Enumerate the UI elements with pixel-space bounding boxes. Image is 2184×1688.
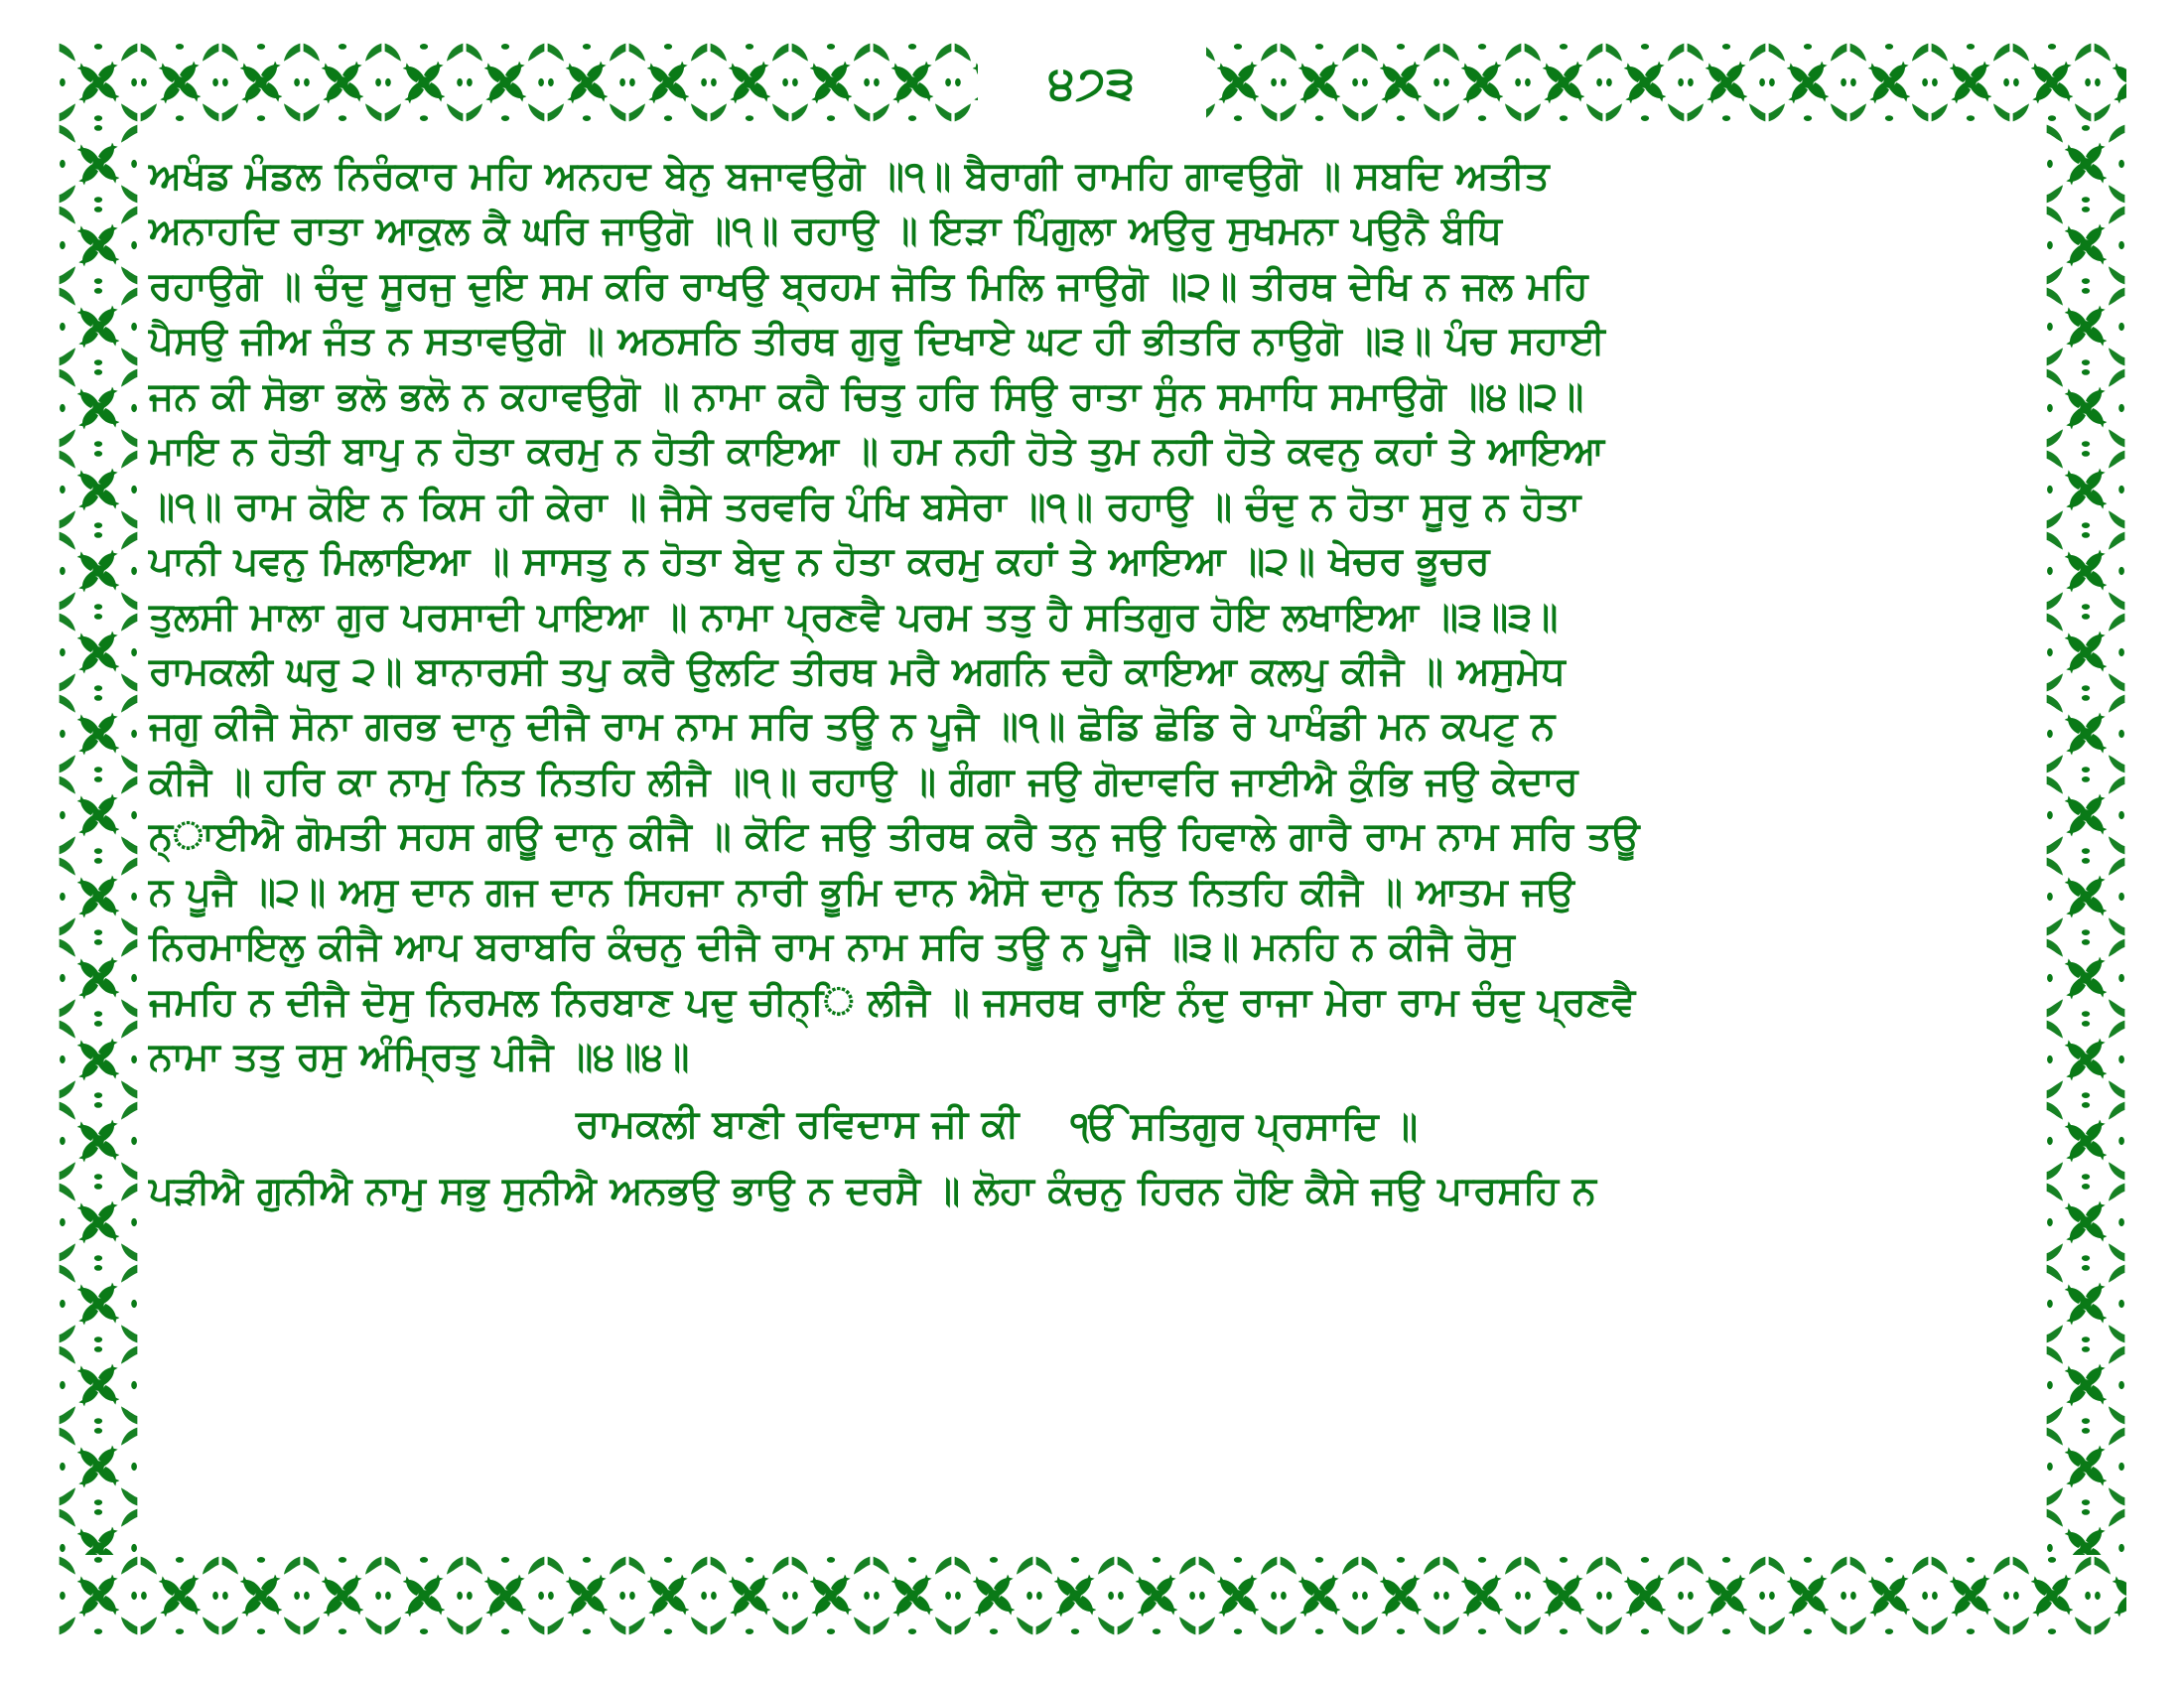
border-floret-icon bbox=[58, 1555, 139, 1636]
border-floret-icon bbox=[1686, 1555, 1767, 1636]
border-floret-icon bbox=[58, 856, 139, 937]
border-floret-icon bbox=[1279, 42, 1360, 123]
verse-line: ॥੧॥ ਰਾਮ ਕੋਇ ਨ ਕਿਸ ਹੀ ਕੇਰਾ ॥ ਜੈਸੇ ਤਰਵਰਿ ਪੰਖਿ ਬਸੇਰਾ ॥੧॥ ਰਹਾਉ ॥ ਚੰਦੁ ਨ ਹੋਤਾ ਸੂਰੁ ਨ ਹੋਤਾ bbox=[149, 484, 1581, 529]
border-floret-icon bbox=[1441, 1555, 1523, 1636]
border-floret-icon bbox=[58, 1019, 139, 1100]
border-floret-icon bbox=[953, 1555, 1034, 1636]
border-floret-icon bbox=[1441, 42, 1523, 123]
border-floret-icon bbox=[58, 1100, 139, 1182]
border-floret-icon bbox=[1848, 1555, 1930, 1636]
border-floret-icon bbox=[58, 774, 139, 856]
verse-line: ਨ੍ਾਈਐ ਗੋਮਤੀ ਸਹਸ ਗਊ ਦਾਨੁ ਕੀਜੈ ॥ ਕੋਟਿ ਜਉ ਤੀਰਥ ਕਰੈ ਤਨੁ ਜਉ ਹਿਵਾਲੇ ਗਾਰੈ ਰਾਮ ਨਾਮ ਸਰਿ ਤਊ bbox=[149, 814, 1640, 860]
border-floret-icon bbox=[1523, 42, 1604, 123]
border-floret-icon bbox=[2045, 1182, 2126, 1263]
border-floret-icon bbox=[2045, 449, 2126, 530]
border-floret-icon bbox=[58, 286, 139, 367]
border-floret-icon bbox=[58, 612, 139, 693]
border-floret-icon bbox=[58, 205, 139, 286]
border-floret-icon bbox=[1930, 42, 2011, 123]
verse-line: ਮਾਇ ਨ ਹੋਤੀ ਬਾਪੁ ਨ ਹੋਤਾ ਕਰਮੁ ਨ ਹੋਤੀ ਕਾਇਆ ॥ ਹਮ ਨਹੀ ਹੋਤੇ ਤੁਮ ਨਹੀ ਹੋਤੇ ਕਵਨੁ ਕਹਾਂ ਤੇ ਆਇਆ bbox=[149, 429, 1605, 475]
border-floret-icon bbox=[58, 693, 139, 774]
border-floret-icon bbox=[1767, 42, 1848, 123]
border-floret-icon bbox=[2045, 1263, 2126, 1344]
verse-line: ਅਨਾਹਦਿ ਰਾਤਾ ਆਕੁਲ ਕੈ ਘਰਿ ਜਾਉਗੋ ॥੧॥ ਰਹਾਉ ॥ ਇੜਾ ਪਿੰਗੁਲਾ ਅਉਰੁ ਸੁਖਮਨਾ ਪਉਨੈ ਬੰਧਿ bbox=[149, 209, 1503, 254]
border-floret-icon bbox=[58, 1426, 139, 1507]
border-floret-icon bbox=[1930, 1555, 2011, 1636]
border-floret-icon bbox=[2093, 42, 2126, 123]
verse-line: ਅਖੰਡ ਮੰਡਲ ਨਿਰੰਕਾਰ ਮਹਿ ਅਨਹਦ ਬੇਨੁ ਬਜਾਵਉਗੋ ॥੧॥ ਬੈਰਾਗੀ ਰਾਮਹਿ ਗਾਵਉਗੋ ॥ ਸਬਦਿ ਅਤੀਤ bbox=[149, 154, 1550, 199]
border-floret-icon bbox=[2045, 367, 2126, 449]
border-floret-icon bbox=[2045, 1344, 2126, 1426]
border-floret-icon bbox=[627, 1555, 709, 1636]
border-floret-icon bbox=[465, 1555, 546, 1636]
verse-line: ਜਗੁ ਕੀਜੈ ਸੋਨਾ ਗਰਭ ਦਾਨੁ ਦੀਜੈ ਰਾਮ ਨਾਮ ਸਰਿ ਤਊ ਨ ਪੂਜੈ ॥੧॥ ਛੋਡਿ ਛੋਡਿ ਰੇ ਪਾਖੰਡੀ ਮਨ ਕਪਟੁ ਨ bbox=[149, 704, 1556, 750]
border-floret-icon bbox=[790, 42, 872, 123]
border-floret-icon bbox=[2045, 1426, 2126, 1507]
verse-body bbox=[149, 149, 2040, 1219]
border-floret-icon bbox=[58, 937, 139, 1019]
border-floret-icon bbox=[220, 1555, 302, 1636]
border-floret-icon bbox=[627, 42, 709, 123]
verse-line: ਤੁਲਸੀ ਮਾਲਾ ਗੁਰ ਪਰਸਾਦੀ ਪਾਇਆ ॥ ਨਾਮਾ ਪ੍ਰਣਵੈ ਪਰਮ ਤਤੁ ਹੈ ਸਤਿਗੁਰ ਹੋਇ ਲਖਾਇਆ ॥੩॥੩॥ bbox=[149, 594, 1559, 639]
border-floret-icon bbox=[139, 42, 220, 123]
mool-mantar: ੴ ਸਤਿਗੁਰ ਪ੍ਰਸਾਦਿ ॥ bbox=[1070, 1104, 1419, 1150]
border-floret-icon bbox=[220, 42, 302, 123]
border-floret-icon bbox=[2045, 937, 2126, 1019]
verse-line: ਰਹਾਉਗੋ ॥ ਚੰਦੁ ਸੂਰਜੁ ਦੁਇ ਸਮ ਕਰਿ ਰਾਖਉ ਬ੍ਰਹਮ ਜੋਤਿ ਮਿਲਿ ਜਾਉਗੋ ॥੨॥ ਤੀਰਥ ਦੇਖਿ ਨ ਜਲ ਮਹਿ bbox=[149, 263, 1588, 309]
verse-line: ਨ ਪੂਜੈ ॥੨॥ ਅਸੁ ਦਾਨ ਗਜ ਦਾਨ ਸਿਹਜਾ ਨਾਰੀ ਭੂਮਿ ਦਾਨ ਐਸੋ ਦਾਨੁ ਨਿਤ ਨਿਤਹਿ ਕੀਜੈ ॥ ਆਤਮ ਜਉ bbox=[149, 869, 1575, 914]
border-floret-icon bbox=[383, 1555, 465, 1636]
border-floret-icon bbox=[1767, 1555, 1848, 1636]
border-floret-icon bbox=[58, 1344, 139, 1426]
border-floret-icon bbox=[2011, 42, 2093, 123]
border-floret-icon bbox=[2045, 123, 2126, 205]
border-floret-icon bbox=[1360, 42, 1441, 123]
verse-line: ਨਿਰਮਾਇਲੁ ਕੀਜੈ ਆਪ ਬਰਾਬਰਿ ਕੰਚਨੁ ਦੀਜੈ ਰਾਮ ਨਾਮ ਸਰਿ ਤਊ ਨ ਪੂਜੈ ॥੩॥ ਮਨਹਿ ਨ ਕੀਜੈ ਰੋਸੁ bbox=[149, 924, 1516, 970]
border-floret-icon bbox=[139, 1555, 220, 1636]
border-floret-icon bbox=[58, 1263, 139, 1344]
border-floret-icon bbox=[2045, 693, 2126, 774]
border-floret-icon bbox=[58, 1507, 139, 1555]
verse-line: ਕੀਜੈ ॥ ਹਰਿ ਕਾ ਨਾਮੁ ਨਿਤ ਨਿਤਹਿ ਲੀਜੈ ॥੧॥ ਰਹਾਉ ॥ ਗੰਗਾ ਜਉ ਗੋਦਾਵਰਿ ਜਾਈਐ ਕੁੰਭਿ ਜਉ ਕੇਦਾਰ bbox=[149, 759, 1578, 804]
verse-line-final: ਪੜੀਐ ਗੁਨੀਐ ਨਾਮੁ ਸਭੁ ਸੁਨੀਐ ਅਨਭਉ ਭਾਉ ਨ ਦਰਸੈ ॥ ਲੋਹਾ ਕੰਚਨੁ ਹਿਰਨ ਹੋਇ ਕੈਸੇ ਜਉ ਪਾਰਸਹਿ ਨ bbox=[149, 1169, 1597, 1214]
border-floret-icon bbox=[1360, 1555, 1441, 1636]
border-floret-icon bbox=[872, 42, 953, 123]
border-band-left bbox=[58, 123, 139, 1555]
border-floret-icon bbox=[302, 42, 383, 123]
page-number: ੪੭੩ bbox=[1048, 56, 1136, 109]
border-floret-icon bbox=[2045, 856, 2126, 937]
border-floret-icon bbox=[2045, 205, 2126, 286]
section-heading bbox=[149, 1100, 2040, 1150]
border-floret-icon bbox=[2045, 286, 2126, 367]
verse-line: ਪਾਨੀ ਪਵਨੁ ਮਿਲਾਇਆ ॥ ਸਾਸਤੁ ਨ ਹੋਤਾ ਬੇਦੁ ਨ ਹੋਤਾ ਕਰਮੁ ਕਹਾਂ ਤੇ ਆਇਆ ॥੨॥ ਖੇਚਰ ਭੂਚਰ bbox=[149, 539, 1490, 585]
border-floret-icon bbox=[383, 42, 465, 123]
border-floret-icon bbox=[2045, 612, 2126, 693]
border-floret-icon bbox=[465, 42, 546, 123]
border-floret-icon bbox=[790, 1555, 872, 1636]
verse-line: ਨਾਮਾ ਤਤੁ ਰਸੁ ਅੰਮ੍ਰਿਤੁ ਪੀਜੈ ॥੪॥੪॥ bbox=[149, 1035, 690, 1079]
border-floret-icon bbox=[709, 42, 790, 123]
border-floret-icon bbox=[58, 42, 139, 123]
border-floret-icon bbox=[2045, 1507, 2126, 1555]
border-floret-icon bbox=[2045, 1019, 2126, 1100]
border-floret-icon bbox=[872, 1555, 953, 1636]
border-floret-icon bbox=[58, 123, 139, 205]
border-floret-icon bbox=[1686, 42, 1767, 123]
border-floret-icon bbox=[2045, 1100, 2126, 1182]
verse-line: ਪੈਸਉ ਜੀਅ ਜੰਤ ਨ ਸਤਾਵਉਗੋ ॥ ਅਠਸਠਿ ਤੀਰਥ ਗੁਰੂ ਦਿਖਾਏ ਘਟ ਹੀ ਭੀਤਰਿ ਨਾਉਗੋ ॥੩॥ ਪੰਚ ਸਹਾਈ bbox=[149, 319, 1606, 364]
section-title: ਰਾਮਕਲੀ ਬਾਣੀ ਰਵਿਦਾਸ ਜੀ ਕੀ bbox=[576, 1102, 1020, 1148]
border-floret-icon bbox=[1279, 1555, 1360, 1636]
border-floret-icon bbox=[546, 1555, 627, 1636]
border-floret-icon bbox=[2045, 774, 2126, 856]
border-floret-icon bbox=[709, 1555, 790, 1636]
border-floret-icon bbox=[546, 42, 627, 123]
verse-line: ਰਾਮਕਲੀ ਘਰੁ ੨॥ ਬਾਨਾਰਸੀ ਤਪੁ ਕਰੈ ਉਲਟਿ ਤੀਰਥ ਮਰੈ ਅਗਨਿ ਦਹੈ ਕਾਇਆ ਕਲਪੁ ਕੀਜੈ ॥ ਅਸੁਮੇਧ bbox=[149, 648, 1566, 694]
border-floret-icon bbox=[1197, 1555, 1279, 1636]
border-floret-icon bbox=[1604, 42, 1686, 123]
verse-line: ਜਨ ਕੀ ਸੋਭਾ ਭਲੋ ਭਲੋ ਨ ਕਹਾਵਉਗੋ ॥ ਨਾਮਾ ਕਹੈ ਚਿਤੁ ਹਰਿ ਸਿਉ ਰਾਤਾ ਸੁੰਨ ਸਮਾਧਿ ਸਮਾਉਗੋ ॥੪॥੨॥ bbox=[149, 373, 1584, 419]
border-band-right bbox=[2045, 123, 2126, 1555]
border-floret-icon bbox=[58, 530, 139, 612]
verse-line: ਜਮਹਿ ਨ ਦੀਜੈ ਦੋਸੁ ਨਿਰਮਲ ਨਿਰਬਾਣ ਪਦੁ ਚੀਨ੍ਿ ਲੀਜੈ ॥ ਜਸਰਥ ਰਾਇ ਨੰਦੁ ਰਾਜਾ ਮੇਰਾ ਰਾਮ ਚੰਦੁ ਪ੍ਰਣਵੈ bbox=[149, 979, 1636, 1025]
border-floret-icon bbox=[58, 449, 139, 530]
border-floret-icon bbox=[1116, 1555, 1197, 1636]
border-floret-icon bbox=[58, 1182, 139, 1263]
border-floret-icon bbox=[302, 1555, 383, 1636]
border-floret-icon bbox=[1197, 42, 1279, 123]
border-floret-icon bbox=[2011, 1555, 2093, 1636]
border-band-bottom bbox=[58, 1555, 2126, 1636]
border-floret-icon bbox=[1604, 1555, 1686, 1636]
border-floret-icon bbox=[2093, 1555, 2126, 1636]
border-floret-icon bbox=[1523, 1555, 1604, 1636]
border-floret-icon bbox=[1034, 1555, 1116, 1636]
border-floret-icon bbox=[1848, 42, 1930, 123]
border-floret-icon bbox=[2045, 530, 2126, 612]
border-floret-icon bbox=[58, 367, 139, 449]
page-number-plate bbox=[978, 42, 1206, 123]
